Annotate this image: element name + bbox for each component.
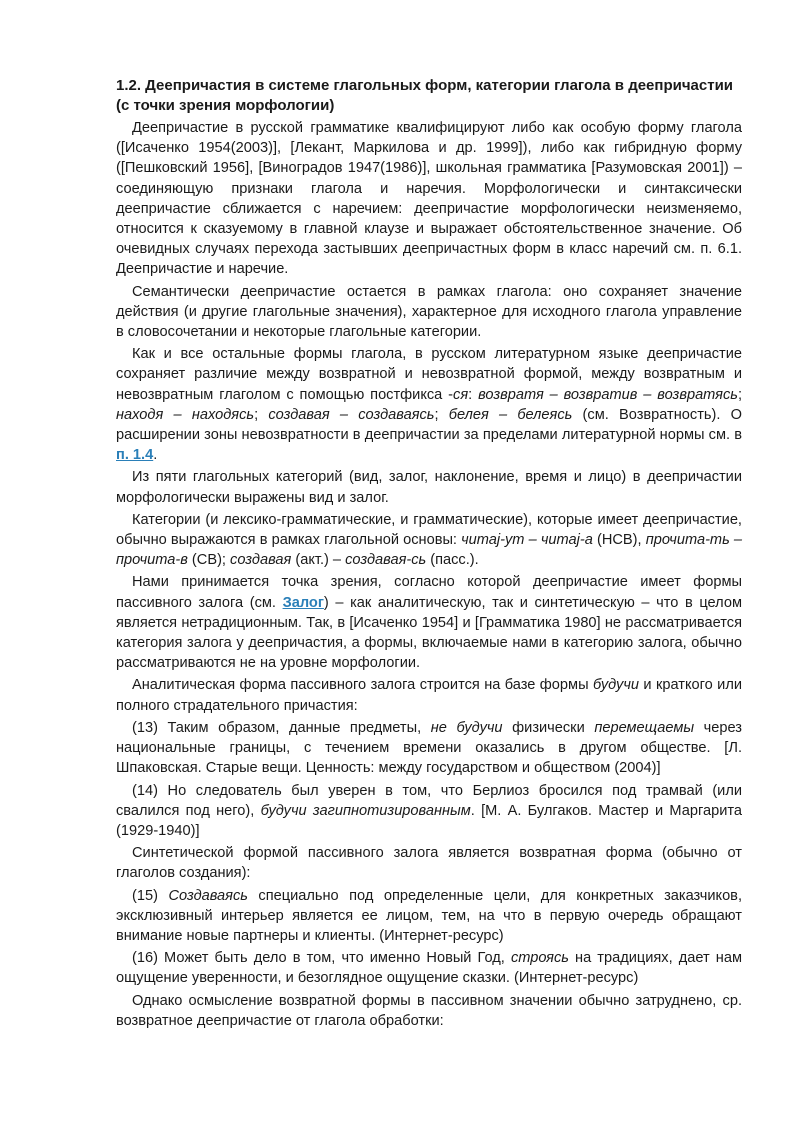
- paragraph-reflexive: Как и все остальные формы глагола, в русском литературном языке деепричастие сохраняет различие между возвратной и невозвратной формой, между возвратным и невозвратным глаголом с помощью постфикса -ся: возвратя – возвратив – возвратясь; находя – находясь; создавая – создаваясь; белея – белеясь (см. Возвратность). О расширении зоны невозвратности в деепричастии за пределами литературной нормы см. в п. 1.4.: [116, 346, 743, 464]
- paragraph-synthetic-form: Синтетической формой пассивного залога является возвратная форма (обычно от глаголов создания):: [116, 845, 742, 882]
- paragraph-stem-categories: Категории (и лексико-грамматические, и грамматические), которые имеет деепричастие, обычно выражаются в рамках глагольной основы: читаj-ут – читаj-а (НСВ), прочита-ть – прочита-в (СВ); создавая (акт.) – создавая-сь (пасс.).: [116, 511, 743, 569]
- example-16: (16) Может быть дело в том, что именно Новый Год, строясь на традициях, дает нам ощущение уверенности, и безоглядное ощущение сказки. (Интернет-ресурс): [116, 950, 742, 987]
- link-voice[interactable]: Залог: [282, 594, 324, 611]
- example-15: (15) Создаваясь специально под определенные цели, для конкретных заказчиков, эксклюзивный интерьер является ее лицом, тем, на что в первую очередь обращают внимание новые партнеры и клиенты. (Интернет-ресурс): [116, 887, 742, 944]
- section-heading: 1.2. Деепричастия в системе глагольных форм, категории глагола в деепричастии (с точки зрения морфологии): [116, 77, 734, 114]
- document-page: [116, 76, 742, 1033]
- link-section-1-4[interactable]: п. 1.4: [116, 447, 154, 464]
- paragraph-semantics: Семантически деепричастие остается в рамках глагола: оно сохраняет значение действия (и другие глагольные значения), характерное для исходного глагола управление в словосочетании и некоторые глагольные категории.: [116, 283, 742, 341]
- paragraph-passive-voice: Нами принимается точка зрения, согласно которой деепричастие имеет формы пассивного залога (см. Залог) – как аналитическую, так и синтетическую – что в целом является нетрадиционным. Так, в [Исаченко 1954] и [Грамматика 1980] не рассматривается категория залога у деепричастия, а формы, включаемые нами в категорию залога, обычно рассматриваются не на уровне морфологии.: [116, 574, 742, 672]
- paragraph-conclusion: Однако осмысление возвратной формы в пассивном значении обычно затруднено, ср. возвратное деепричастие от глагола обработки:: [116, 992, 742, 1029]
- paragraph-definition: Деепричастие в русской грамматике квалифицируют либо как особую форму глагола ([Исаченко 1954(2003)], [Лекант, Маркилова и др. 1999]), либо как гибридную форму ([Пешковский 1956], [Виноградов 1947(1986)], школьная грамматика [Разумовская 2001]) – соединяющую признаки глагола и наречия. Морфологически и синтаксически деепричастие сближается с наречием: деепричастие морфологически неизменяемо, относится к сказуемому в главной клаузе и выражает обстоятельственное значение. Об очевидных случаях перехода застывших деепричастных форм в класс наречий см. п. 6.1. Деепричастие и наречие.: [116, 120, 742, 278]
- example-13: (13) Таким образом, данные предметы, не будучи физически перемещаемы через национальные границы, с течением времени оказались в другом обществе. [Л. Шпаковская. Старые вещи. Ценность: между государством и обществом (2004)]: [116, 719, 742, 777]
- example-14: (14) Но следователь был уверен в том, что Берлиоз бросился под трамвай (или свалился под него), будучи загипнотизированным. [М. А. Булгаков. Мастер и Маргарита (1929-1940)]: [116, 782, 742, 839]
- paragraph-categories: Из пяти глагольных категорий (вид, залог, наклонение, время и лицо) в деепричастии морфологически выражены вид и залог.: [116, 469, 742, 506]
- paragraph-analytic-form: Аналитическая форма пассивного залога строится на базе формы будучи и краткого или полного страдательного причастия:: [116, 677, 742, 714]
